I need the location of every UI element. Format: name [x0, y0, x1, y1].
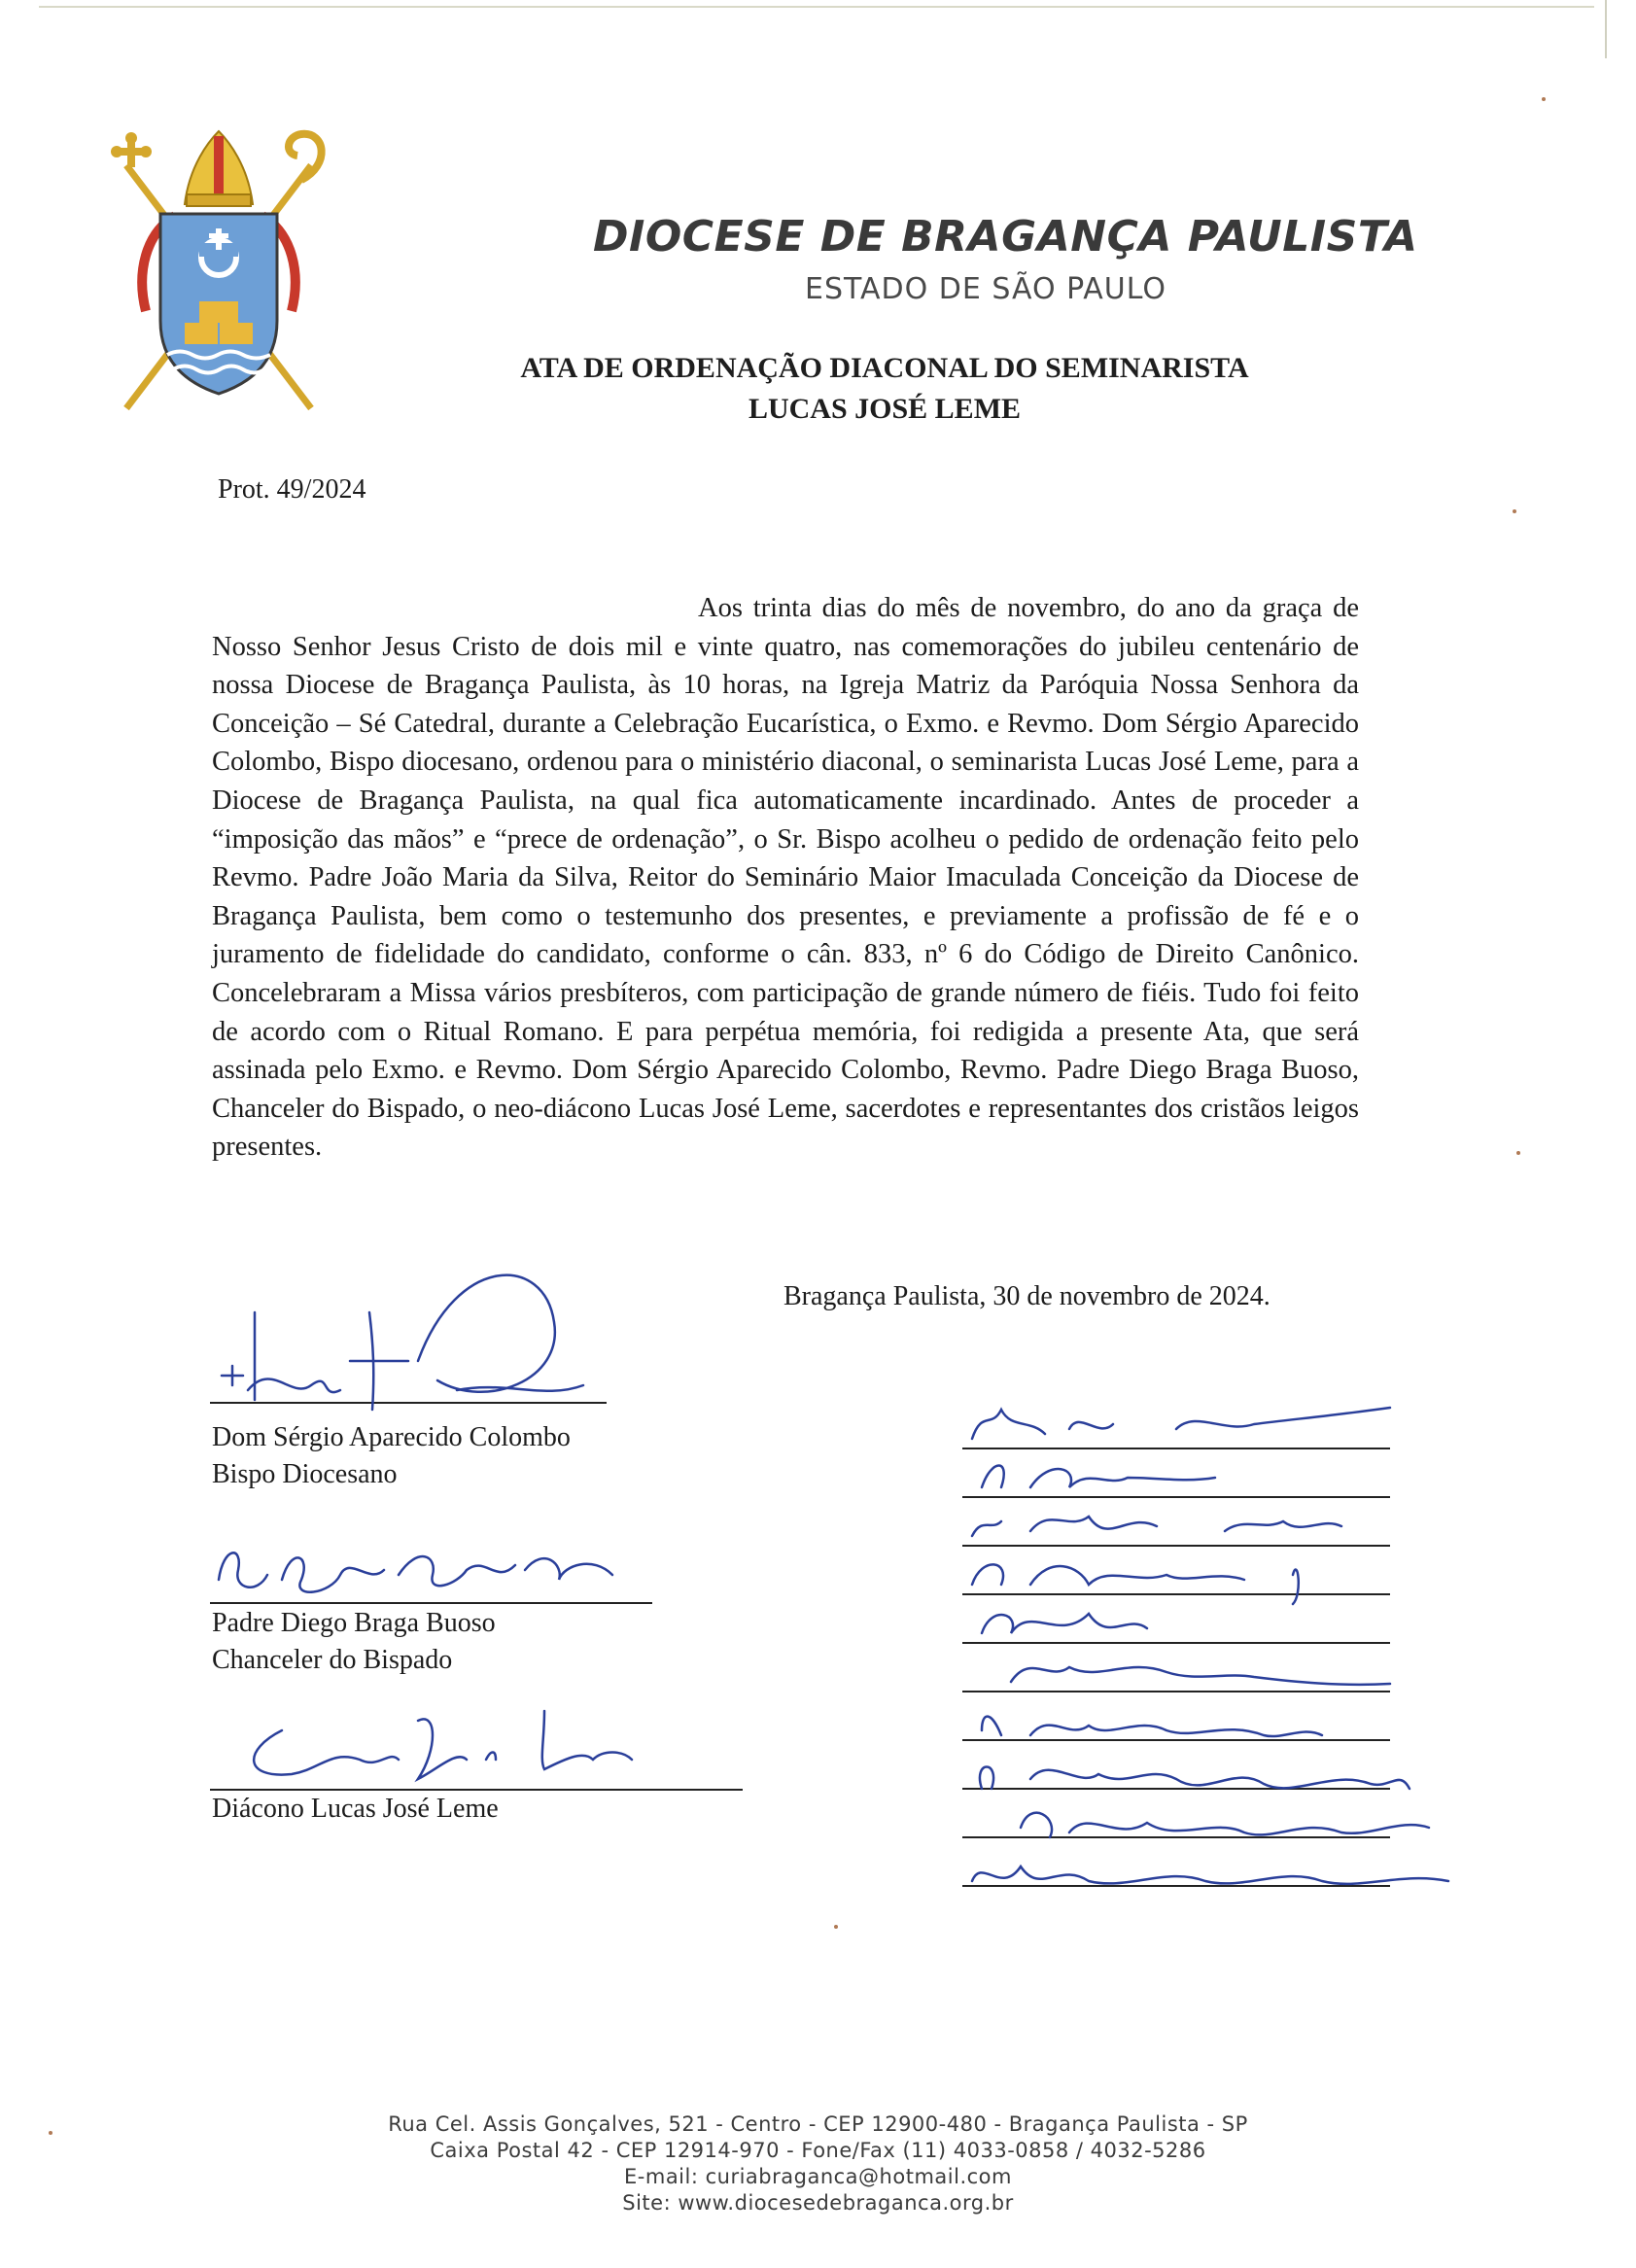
scan-speck — [49, 2131, 52, 2135]
footer-site: Site: www.diocesedebraganca.org.br — [622, 2191, 1014, 2215]
footer-email: E-mail: curiabraganca@hotmail.com — [624, 2165, 1012, 2188]
document-title-line-1: ATA DE ORDENAÇÃO DIACONAL DO SEMINARISTA — [520, 352, 1249, 384]
diocese-coat-of-arms — [107, 126, 331, 418]
signatory-name: Diácono Lucas José Leme — [212, 1794, 499, 1824]
document-title — [399, 348, 1371, 430]
scan-speck — [834, 1925, 838, 1929]
chancellor-signature — [219, 1553, 612, 1591]
signatory-name: Dom Sérgio Aparecido Colombo — [212, 1422, 571, 1452]
document-title-line-2: LUCAS JOSÉ LEME — [748, 393, 1022, 425]
signatory-deacon — [212, 1791, 499, 1828]
signatory-role: Bispo Diocesano — [212, 1459, 398, 1489]
signatory-chancellor — [212, 1605, 496, 1679]
signature-line-bishop — [210, 1402, 607, 1404]
scan-speck — [1513, 509, 1516, 513]
diocese-name: DIOCESE DE BRAGANÇA PAULISTA — [593, 212, 1418, 262]
witness-signatures — [972, 1408, 1448, 1884]
signature-line-chancellor — [210, 1602, 652, 1604]
top-scan-edge — [39, 6, 1594, 8]
deacon-signature — [254, 1711, 632, 1779]
minutes-body — [212, 589, 1359, 1167]
protocol-number: Prot. 49/2024 — [218, 474, 366, 505]
footer-address: Rua Cel. Assis Gonçalves, 521 - Centro - CEP 12900-480 - Bragança Paulista - SP — [388, 2112, 1248, 2136]
minutes-paragraph: Aos trinta dias do mês de novembro, do ano da graça de Nosso Senhor Jesus Cristo de dois mil e vinte quatro, nas comemorações do jubileu centenário de nossa Diocese de Bragança Paulista, às 10 horas, na Igreja Matriz da Paróquia Nossa Senhora da Conceição – Sé Catedral, durante a Celebração Eucarística, o Exmo. e Revmo. Dom Sérgio Aparecido Colombo, Bispo diocesano, ordenou para o ministério diaconal, o seminarista Lucas José Leme, para a Diocese de Bragança Paulista, na qual fica automaticamente incardinado. Antes de proceder a “imposição das mãos” e “prece de ordenação”, o Sr. Bispo acolheu o pedido de ordenação feito pelo Revmo. Padre João Maria da Silva, Reitor do Seminário Maior Imaculada Conceição da Diocese de Bragança Paulista, bem como o testemunho dos presentes, e previamente a profissão de fé e o juramento de fidelidade do candidato, conforme o cân. 833, nº 6 do Código de Direito Canônico. Concelebraram a Missa vários presbíteros, com participação de grande número de fiéis. Tudo foi feito de acordo com o Ritual Romano. E para perpétua memória, foi redigida a presente Ata, que será assinada pelo Exmo. e Revmo. Dom Sérgio Aparecido Colombo, Revmo. Padre Diego Braga Buoso, Chanceler do Bispado, o neo-diácono Lucas José Leme, sacerdotes e representantes dos cristãos leigos presentes. — [212, 593, 1359, 1163]
bishop-signature — [222, 1275, 583, 1410]
signatory-bishop — [212, 1419, 571, 1493]
page-footer — [0, 2111, 1636, 2216]
scan-speck — [1516, 1151, 1520, 1155]
scan-speck — [1542, 97, 1546, 101]
state-name: ESTADO DE SÃO PAULO — [805, 272, 1167, 306]
signatory-role: Chanceler do Bispado — [212, 1645, 453, 1675]
footer-postal: Caixa Postal 42 - CEP 12914-970 - Fone/Fax (11) 4033-0858 / 4032-5286 — [430, 2139, 1206, 2162]
right-scan-edge — [1605, 0, 1607, 58]
place-and-date: Bragança Paulista, 30 de novembro de 2024. — [783, 1281, 1271, 1311]
signatory-name: Padre Diego Braga Buoso — [212, 1608, 496, 1638]
